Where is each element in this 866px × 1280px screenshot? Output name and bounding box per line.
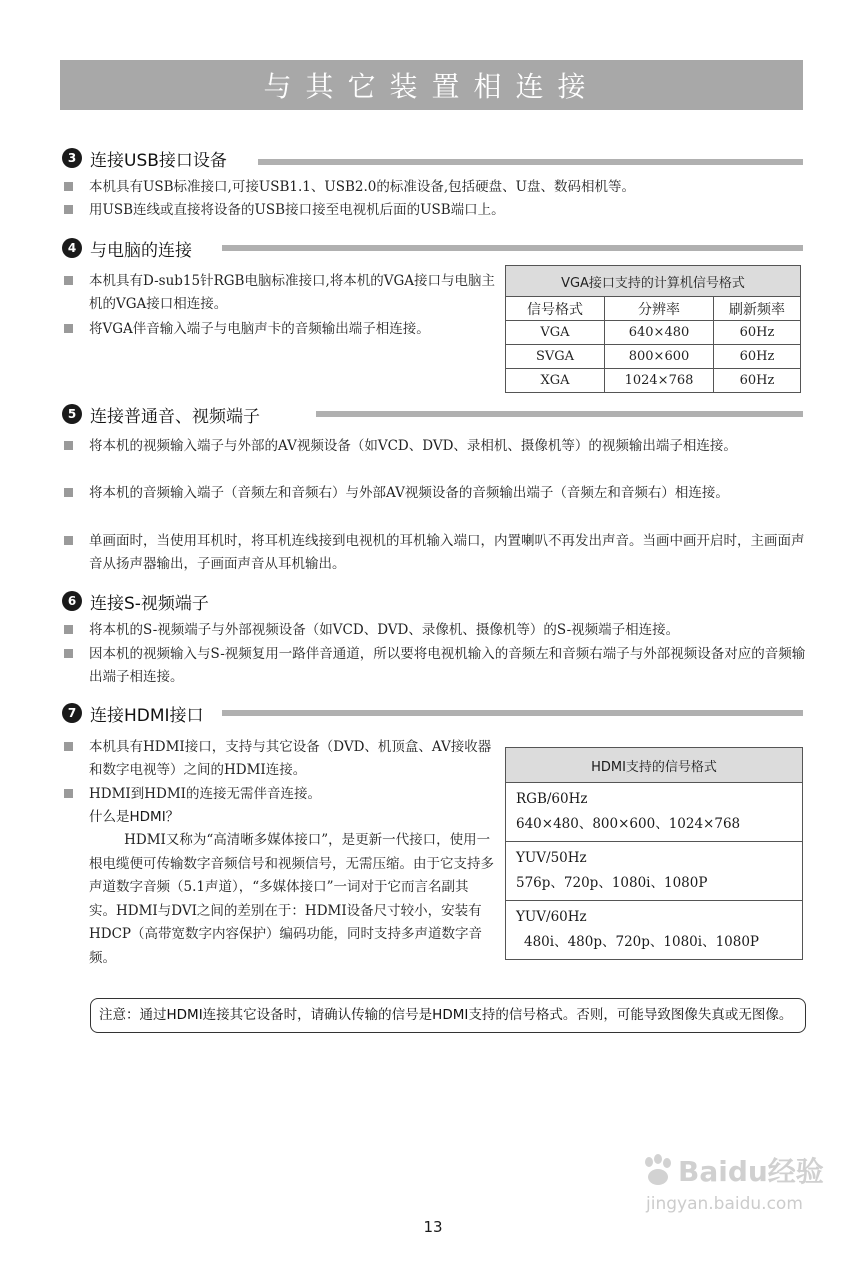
signal-type: RGB/60Hz: [516, 791, 588, 807]
section-av-heading: [62, 402, 260, 426]
table-caption: HDMI支持的信号格式: [506, 748, 802, 783]
section-number-badge: 6: [62, 591, 82, 611]
list-item: 本机具有D-sub15针RGB电脑标准接口,将本机的VGA接口与电脑主机的VGA接口相连接。: [64, 270, 496, 316]
bullet-square-icon: [64, 742, 73, 751]
section-rule: [222, 245, 803, 251]
section-usb-heading: [62, 146, 227, 170]
page-title-banner: [60, 60, 803, 110]
table-cell: 1024×768: [605, 369, 714, 393]
table-cell: SVGA: [506, 345, 605, 369]
table-cell: 800×600: [605, 345, 714, 369]
list-item: 将本机的S-视频端子与外部视频设备（如VCD、DVD、录像机、摄像机等）的S-视频端子相连接。: [64, 619, 809, 642]
list-item: 用USB连线或直接将设备的USB接口接至电视机后面的USB端口上。: [64, 199, 804, 222]
list-item: HDMI到HDMI的连接无需伴音连接。: [64, 783, 494, 806]
section-pc-heading: [62, 236, 192, 260]
section-number-badge: 7: [62, 703, 82, 723]
list-item: 将本机的视频输入端子与外部的AV视频设备（如VCD、DVD、录相机、摄像机等）的视频输出端子相连接。: [64, 435, 809, 458]
section-title: 与电脑的连接: [90, 240, 192, 261]
watermark-url: jingyan.baidu.com: [646, 1194, 803, 1214]
section-title: 连接S-视频端子: [90, 593, 209, 614]
list-item: 本机具有HDMI接口，支持与其它设备（DVD、机顶盒、AV接收器和数字电视等）之间的HDMI连接。: [64, 736, 494, 782]
page-title: 与其它装置相连接: [263, 70, 600, 103]
table-row: [506, 783, 802, 842]
signal-resolutions: 576p、720p、1080i、1080P: [516, 875, 708, 891]
section-rule: [316, 411, 803, 417]
bullet-square-icon: [64, 625, 73, 634]
section-rule: [258, 159, 803, 165]
list-item: 因本机的视频输入与S-视频复用一路伴音通道，所以要将电视机输入的音频左和音频右端子与外部视频设备对应的音频输出端子相连接。: [64, 643, 809, 689]
bullet-square-icon: [64, 205, 73, 214]
section-svideo-heading: [62, 589, 209, 613]
table-row: [506, 345, 801, 369]
table-cell: 60Hz: [714, 321, 801, 345]
watermark-brand: Baidu经验: [678, 1155, 824, 1188]
table-header: 分辨率: [605, 297, 714, 321]
table-caption: VGA接口支持的计算机信号格式: [506, 266, 801, 297]
page-number: 13: [423, 1218, 443, 1236]
table-cell: VGA: [506, 321, 605, 345]
table-cell: 640×480: [605, 321, 714, 345]
table-cell: 60Hz: [714, 369, 801, 393]
list-item: 本机具有USB标准接口,可接USB1.1、USB2.0的标准设备,包括硬盘、U盘、数码相机等。: [64, 176, 804, 199]
table-header: 刷新频率: [714, 297, 801, 321]
list-item: 单画面时，当使用耳机时，将耳机连线接到电视机的耳机输入端口，内置喇叭不再发出声音。当画中画开启时，主画面声音从扬声器输出，子画面声音从耳机输出。: [64, 530, 809, 576]
note-box: [90, 998, 806, 1033]
table-cell: XGA: [506, 369, 605, 393]
bullet-square-icon: [64, 536, 73, 545]
bullet-square-icon: [64, 488, 73, 497]
bullet-square-icon: [64, 441, 73, 450]
hdmi-format-table: [505, 747, 803, 960]
bullet-square-icon: [64, 324, 73, 333]
section-hdmi-heading: [62, 701, 204, 725]
note-text: 注意：通过HDMI连接其它设备时，请确认传输的信号是HDMI支持的信号格式。否则，可能导致图像失真或无图像。: [99, 1007, 793, 1023]
bullet-square-icon: [64, 789, 73, 798]
section-number-badge: 5: [62, 404, 82, 424]
signal-type: YUV/60Hz: [516, 909, 587, 925]
vga-format-table: [505, 265, 801, 393]
paw-logo-icon: [640, 1153, 674, 1187]
what-is-hdmi-title: 什么是HDMI？: [89, 809, 180, 825]
what-is-hdmi-body: HDMI又称为“高清晰多媒体接口”，是更新一代接口，使用一根电缆便可传输数字音频信号和视频信号，无需压缩。由于它支持多声道数字音频（5.1声道），“多媒体接口”一词对于它而言名副其实。HDMI与DVI之间的差别在于：HDMI设备尺寸较小，安装有HDCP（高带宽数字内容保护）编码功能，同时支持多声道数字音频。: [89, 832, 494, 966]
table-header: 信号格式: [506, 297, 605, 321]
baidu-watermark: [640, 1150, 840, 1214]
section-title: 连接普通音、视频端子: [90, 406, 260, 427]
table-cell: 60Hz: [714, 345, 801, 369]
section-title: 连接HDMI接口: [90, 705, 204, 726]
section-number-badge: 3: [62, 148, 82, 168]
signal-resolutions: 640×480、800×600、1024×768: [516, 816, 741, 832]
signal-type: YUV/50Hz: [516, 850, 587, 866]
section-number-badge: 4: [62, 238, 82, 258]
bullet-square-icon: [64, 276, 73, 285]
list-item: 将本机的音频输入端子（音频左和音频右）与外部AV视频设备的音频输出端子（音频左和音频右）相连接。: [64, 482, 809, 505]
section-title: 连接USB接口设备: [90, 150, 227, 171]
signal-resolutions: 480i、480p、720p、1080i、1080P: [524, 934, 760, 950]
section-rule: [222, 710, 803, 716]
table-row: [506, 901, 802, 959]
bullet-square-icon: [64, 182, 73, 191]
table-row: [506, 842, 802, 901]
list-item: 将VGA伴音输入端子与电脑声卡的音频输出端子相连接。: [64, 318, 496, 341]
table-row: [506, 321, 801, 345]
bullet-square-icon: [64, 649, 73, 658]
table-row: [506, 369, 801, 393]
